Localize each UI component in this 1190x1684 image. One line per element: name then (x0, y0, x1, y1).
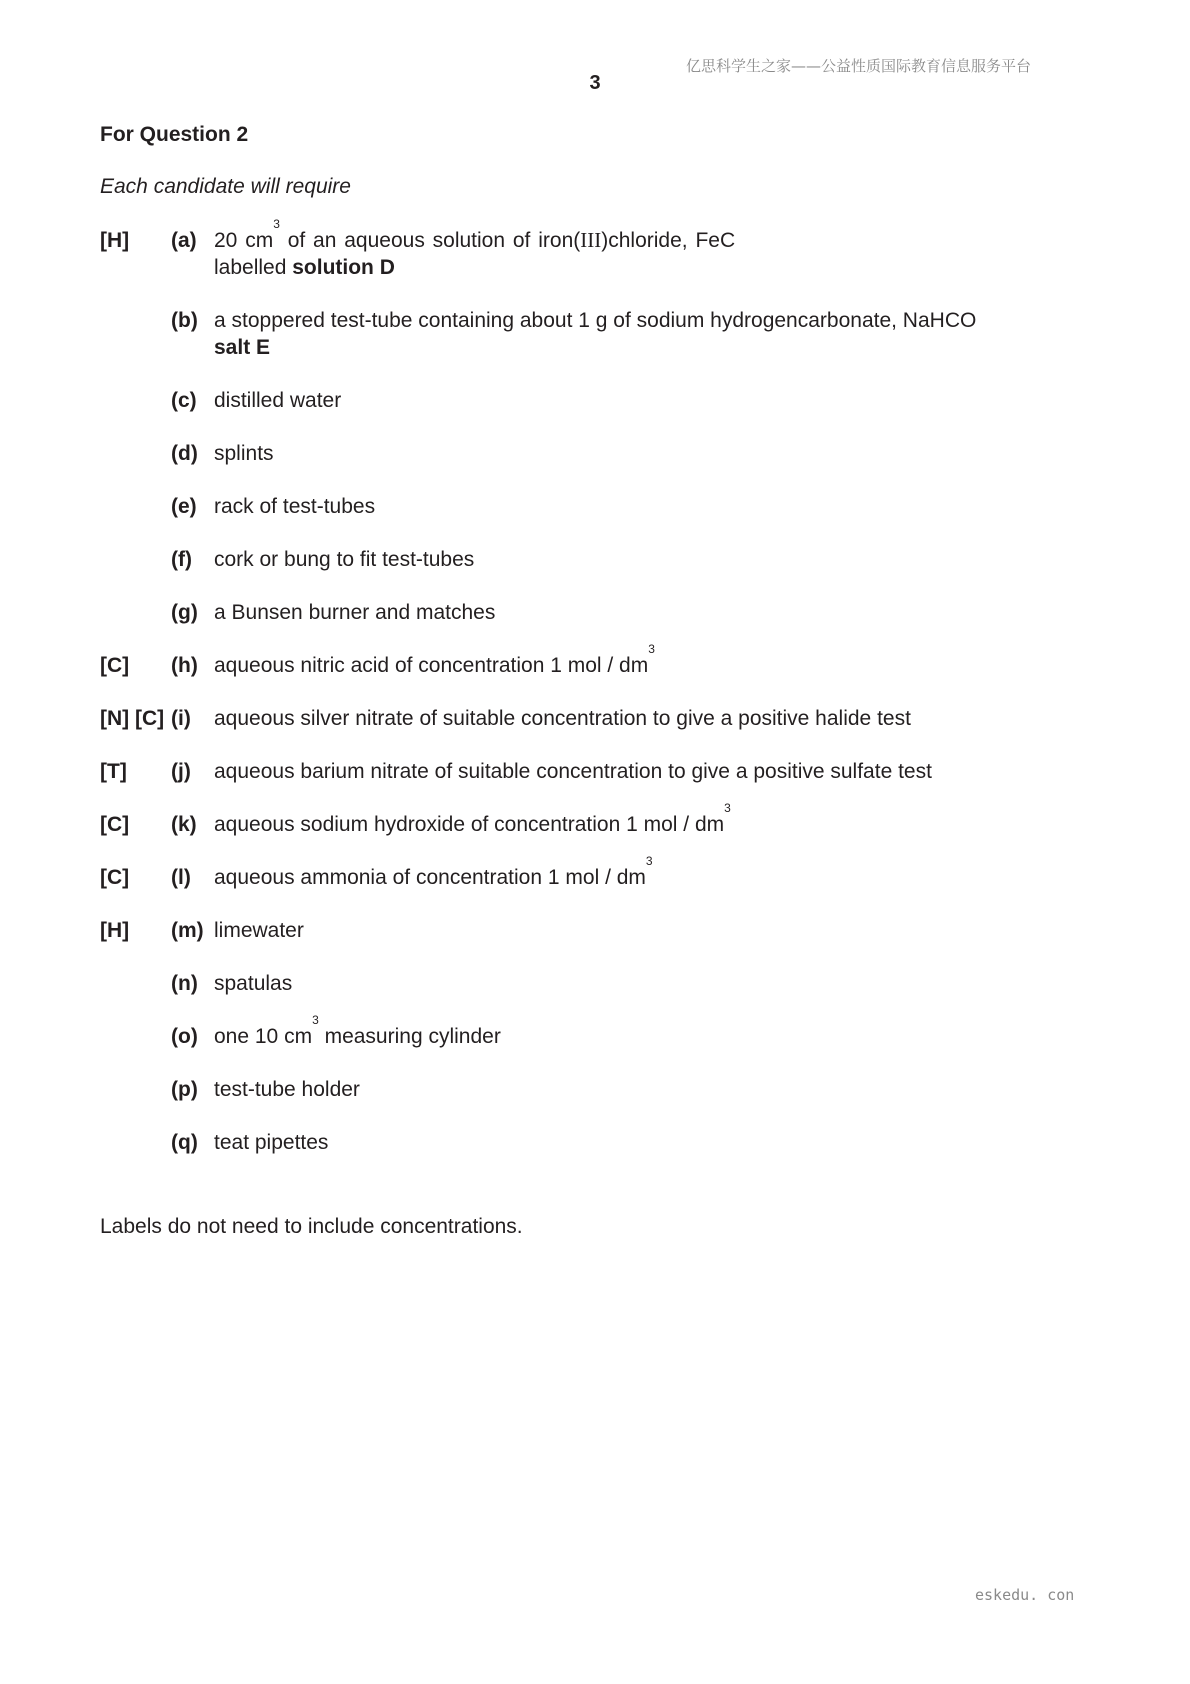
item-letter: (j) (171, 760, 191, 783)
item-text: aqueous sodium hydroxide of concentration 1 mol / $dm^3$ (214, 801, 731, 836)
item-letter: (g) (171, 601, 198, 624)
item-letter: (a) (171, 229, 197, 252)
item-letter: (h) (171, 654, 198, 677)
watermark-bottom: eskedu. con (975, 1586, 1075, 1604)
item-text: aqueous nitric acid of concentration 1 mol / $dm^3$ (214, 642, 655, 677)
item-letter: (b) (171, 309, 198, 332)
item-text: a stoppered test-tube containing about 1 g of sodium hydrogencarbonate, NaHCO salt E (214, 309, 977, 359)
item-letter: (p) (171, 1078, 198, 1101)
item-letter: (n) (171, 972, 198, 995)
question-heading: For Question 2 (100, 123, 249, 146)
item-letter: (k) (171, 813, 197, 836)
item-letter: (l) (171, 866, 191, 889)
item-text: aqueous silver nitrate of suitable concentration to give a positive halide test (214, 707, 911, 730)
item-text: teat pipettes (214, 1131, 329, 1154)
item-tag: [H] (100, 229, 130, 252)
watermark-top: 亿思科学生之家——公益性质国际教育信息服务平台 (686, 57, 1032, 75)
item-letter: (d) (171, 442, 198, 465)
item-letter: (m) (171, 919, 204, 942)
item-letter: (o) (171, 1025, 198, 1048)
footer-note: Labels do not need to include concentrations. (100, 1215, 523, 1238)
item-text: limewater (214, 919, 304, 942)
item-text: spatulas (214, 972, 293, 995)
item-letter: (c) (171, 389, 197, 412)
item-text: a Bunsen burner and matches (214, 601, 496, 624)
item-tag: [C] (100, 813, 130, 836)
item-text: splints (214, 442, 274, 465)
item-text: aqueous ammonia of concentration 1 mol / $dm^3$ (214, 854, 653, 889)
item-tag: [N] [C] (100, 707, 165, 730)
item-text: aqueous barium nitrate of suitable concentration to give a positive sulfate test (214, 760, 932, 783)
item-text: distilled water (214, 389, 342, 412)
item-text: cork or bung to fit test-tubes (214, 548, 475, 571)
item-text: rack of test-tubes (214, 495, 376, 518)
page-number: 3 (589, 72, 601, 94)
item-letter: (q) (171, 1131, 198, 1154)
item-text: test-tube holder (214, 1078, 360, 1101)
item-text: one 10 $cm^3$ measuring cylinder (214, 1013, 501, 1048)
intro-text: Each candidate will require (100, 175, 351, 198)
item-letter: (f) (171, 548, 192, 571)
item-tag: [T] (100, 760, 127, 783)
item-tag: [C] (100, 866, 130, 889)
item-text: 20 $cm^3$ of an aqueous solution of iron(III)chloride, FeC labelled solution D (214, 217, 736, 279)
item-tag: [H] (100, 919, 130, 942)
item-letter: (e) (171, 495, 197, 518)
item-tag: [C] (100, 654, 130, 677)
item-letter: (i) (171, 707, 191, 730)
